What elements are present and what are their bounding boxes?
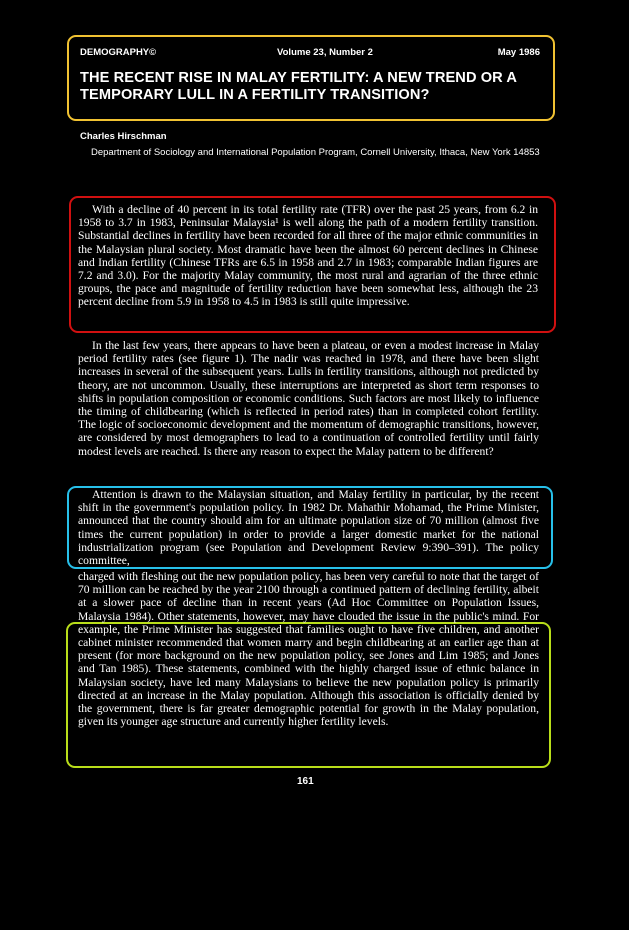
paragraph-4: charged with fleshing out the new population policy, has been very careful to note that the target of 70 million can be reached by the year 2100 through a continued pattern of declining fertility, albeit at a slower pace of decline than in recent years (Ad Hoc Committee on Population Issues, Malaysia 1984). Other statements, however, may have clouded the issue in the public's mind. For example, the Prime Minister has suggested that families ought to have five children, and another cabinet minister recommended that women marry and begin childbearing at an earlier age than at present (for more background on the new population policy, see Jones and Lim 1985; and Jones and Tan 1985). These statements, combined with the highly charged issue of ethnic balance in Malaysian society, have led many Malaysians to believe the new population policy is primarily directed at an increase in the Malay population. Although this association is officially denied by the government, there is far greater demographic potential for growth in the Malay population, given its younger age structure and currently higher fertility levels. [78, 570, 539, 729]
author-affiliation: Department of Sociology and International Population Program, Cornell University, Ithaca, New York 14853 [91, 147, 540, 158]
paragraph-2: In the last few years, there appears to have been a plateau, or even a modest increase in Malay period fertility rates (see figure 1). The nadir was reached in 1978, and there have been slight increases in several of the subsequent years. Lulls in fertility transitions, although not predicted by theory, are not uncommon. Usually, these interruptions are interpreted as short term responses to shifts in population composition or economic conditions. Such factors are most likely to influence the timing of childbearing (which is reflected in period rates) than in completed cohort fertility. The logic of socioeconomic development and the momentum of demographic transitions, however, are considered by most demographers to lead to a continuation of controlled fertility until fairly modest levels are reached. Is there any reason to expect the Malay pattern to be different? [78, 339, 539, 458]
issue-info: Volume 23, Number 2 [277, 47, 373, 58]
page-number: 161 [297, 776, 314, 787]
running-header [80, 47, 540, 61]
journal-name: DEMOGRAPHY© [80, 47, 157, 58]
paragraph-1: With a decline of 40 percent in its total fertility rate (TFR) over the past 25 years, from 6.2 in 1958 to 3.7 in 1983, Peninsular Malaysia¹ is well along the path of a modern fertility transition. Substantial declines in fertility have been recorded for all three of the major ethnic communities in the Malaysian plural society. Most dramatic have been the almost 60 percent declines in Chinese and Indian fertility (Chinese TFRs are 6.5 in 1958 and 2.7 in 1983; comparable Indian figures are 7.2 and 3.0). For the majority Malay community, the most rural and agrarian of the three ethnic groups, the pace and magnitude of fertility reduction have been somewhat less, although the 23 percent decline from 5.9 in 1958 to 4.5 in 1983 is still quite impressive. [78, 203, 538, 309]
author-name: Charles Hirschman [80, 131, 167, 142]
article-title: THE RECENT RISE IN MALAY FERTILITY: A NEW TREND OR A TEMPORARY LULL IN A FERTILITY TRANSITION? [80, 70, 517, 103]
issue-date: May 1986 [497, 47, 540, 58]
paragraph-3: Attention is drawn to the Malaysian situation, and Malay fertility in particular, by the recent shift in the government's population policy. In 1982 Dr. Mahathir Mohamad, the Prime Minister, announced that the country should aim for an ultimate population size of 70 million (almost five times the current population) in order to provide a larger domestic market for the national industrialization program (see Population and Development Review 9:390–391). The policy committee, [78, 488, 539, 568]
